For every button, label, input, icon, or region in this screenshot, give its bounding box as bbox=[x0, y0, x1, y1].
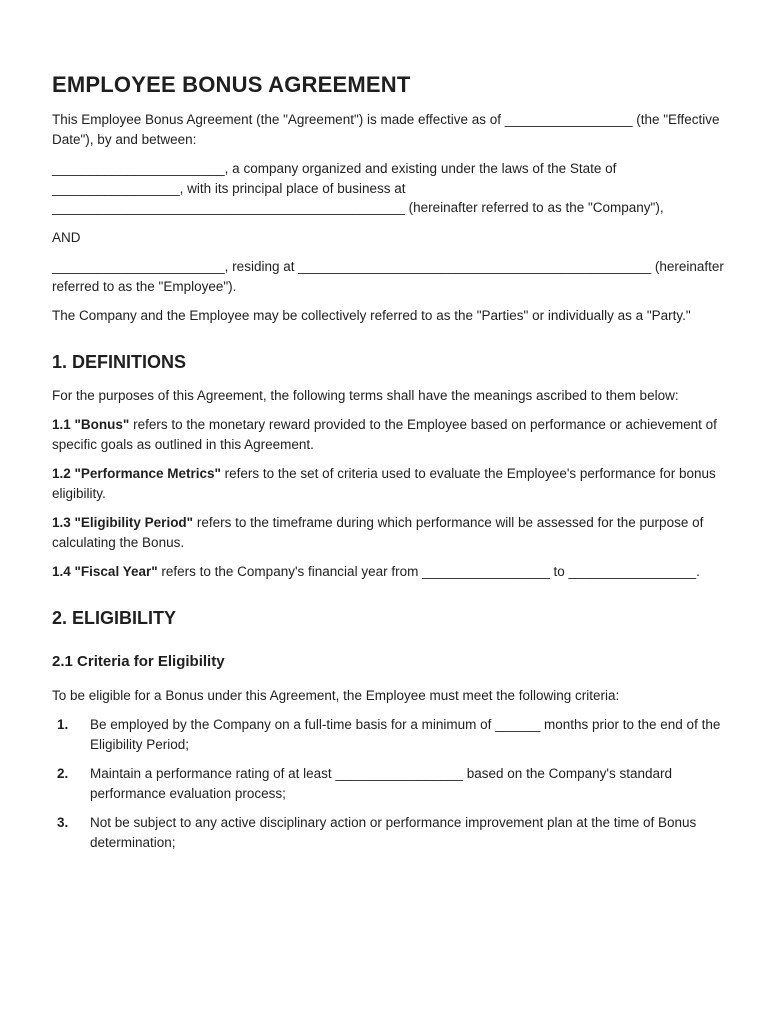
eligibility-heading: 2. ELIGIBILITY bbox=[52, 607, 177, 628]
definition-term: 1.4 "Fiscal Year" bbox=[52, 564, 158, 579]
list-item-number: 1. bbox=[57, 717, 69, 732]
list-item-number: 2. bbox=[57, 766, 69, 781]
document-title: EMPLOYEE BONUS AGREEMENT bbox=[52, 72, 411, 97]
definition-item bbox=[52, 513, 724, 552]
eligibility-criteria-subheading: 2.1 Criteria for Eligibility bbox=[52, 652, 225, 670]
parties-paragraph: The Company and the Employee may be collectively referred to as the "Parties" or individually as a "Party." bbox=[52, 308, 691, 323]
list-item-text: Maintain a performance rating of at least _________________ based on the Company's standard performance evaluation process; bbox=[90, 766, 672, 801]
eligibility-criteria-list bbox=[52, 715, 724, 852]
intro-paragraph: This Employee Bonus Agreement (the "Agreement") is made effective as of _________________ (the "Effective Date"), by and between: bbox=[52, 112, 720, 147]
company-party-paragraph: _______________________, a company organized and existing under the laws of the State of _________________, with its principal place of business at _______________________________________________ (hereinafter referred to as the "Company"), bbox=[52, 161, 664, 215]
list-item-text: Not be subject to any active disciplinary action or performance improvement plan at the time of Bonus determination; bbox=[90, 815, 697, 850]
definition-term: 1.1 "Bonus" bbox=[52, 417, 130, 432]
eligibility-intro: To be eligible for a Bonus under this Agreement, the Employee must meet the following criteria: bbox=[52, 687, 620, 703]
definition-text: refers to the set of criteria used to evaluate the Employee's performance for bonus eligibility. bbox=[52, 466, 716, 501]
definitions-heading: 1. DEFINITIONS bbox=[52, 351, 187, 372]
document-page bbox=[52, 70, 724, 862]
definitions-intro: For the purposes of this Agreement, the following terms shall have the meanings ascribed to them below: bbox=[52, 387, 679, 403]
list-item bbox=[52, 813, 724, 852]
employee-party-paragraph: _______________________, residing at _______________________________________________ (hereinafter referred to as the "Employee"). bbox=[52, 259, 724, 294]
definition-text: refers to the timeframe during which performance will be assessed for the purpose of calculating the Bonus. bbox=[52, 515, 704, 550]
definition-item bbox=[52, 464, 724, 503]
definition-text: refers to the Company's financial year from _________________ to _________________. bbox=[157, 564, 700, 579]
definition-term: 1.2 "Performance Metrics" bbox=[52, 466, 221, 481]
definition-item bbox=[52, 562, 724, 582]
list-item-number: 3. bbox=[57, 815, 69, 830]
list-item bbox=[52, 764, 724, 803]
definition-term: 1.3 "Eligibility Period" bbox=[52, 515, 194, 530]
list-item-text: Be employed by the Company on a full-time basis for a minimum of ______ months prior to the end of the Eligibility Period; bbox=[90, 717, 721, 752]
and-separator: AND bbox=[52, 229, 81, 245]
list-item bbox=[52, 715, 724, 754]
definition-item bbox=[52, 415, 724, 454]
definition-text: refers to the monetary reward provided to the Employee based on performance or achievement of specific goals as outlined in this Agreement. bbox=[52, 417, 717, 452]
